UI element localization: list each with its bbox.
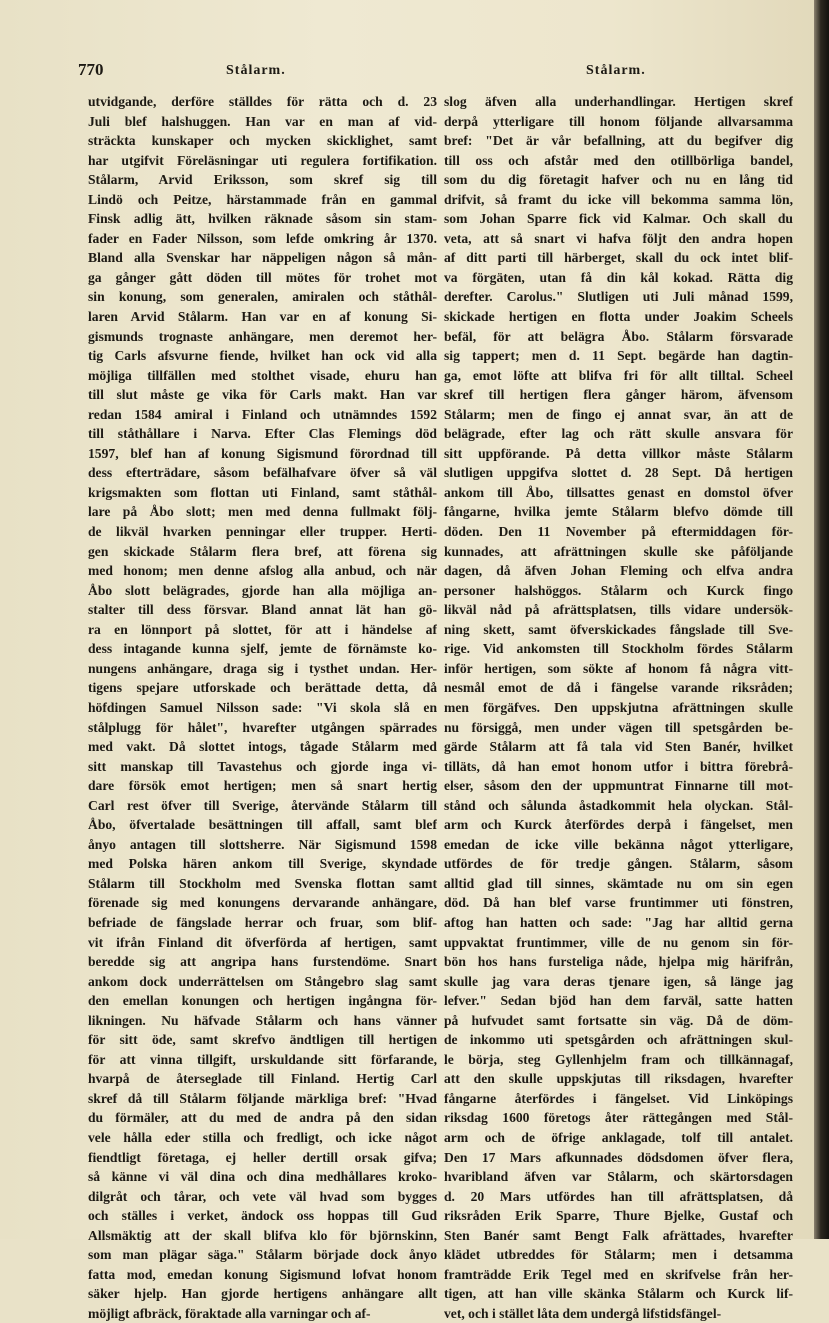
text-line: befriade de fängslade herrar och fruar, som blif- bbox=[88, 914, 437, 930]
text-column-right bbox=[444, 92, 793, 1323]
text-line: nungens anhängare, draga sig i tysthet undan. Her- bbox=[88, 660, 437, 676]
text-line: som man plägar säga." Stålarm började dock ånyo bbox=[88, 1247, 437, 1263]
text-line: ra en lönnport på slottet, för att i händelse af bbox=[88, 621, 437, 637]
text-line: likningen. Nu häfvade Stålarm och hans vänner bbox=[88, 1012, 437, 1028]
text-line: på hufvudet samt fortsatte sin väg. Då de döm- bbox=[444, 1012, 793, 1028]
text-line: Carl rest öfver till Sverige, återvände Stålarm till bbox=[88, 797, 437, 813]
text-line: skickade hertigen en flotta under Joakim Scheels bbox=[444, 309, 793, 325]
text-line: med honom; men denne afslog alla anbud, och när bbox=[88, 563, 437, 579]
text-line: gismunds trognaste anhängare, men deremot her- bbox=[88, 328, 437, 344]
text-line: dare försök emot hertigen; men så snart hertig bbox=[88, 778, 437, 794]
text-line: du förmäler, att du med de andra på den sidan bbox=[88, 1110, 437, 1126]
text-line: tig Carls afsvurne fiende, hvilket han ock vid alla bbox=[88, 348, 437, 364]
text-line: fader en Fader Nilsson, som lefde omkring år 1370. bbox=[88, 230, 437, 246]
text-line: för att vinna tillgift, urskuldande sitt förfarande, bbox=[88, 1051, 437, 1067]
text-line: nesmål emot de då i fängelse varande riksråden; bbox=[444, 680, 793, 696]
text-line: framträdde Erik Tegel med en skrifvelse från her- bbox=[444, 1266, 793, 1282]
running-head-right: Stålarm. bbox=[586, 63, 646, 78]
text-line: elser, såsom den der uppmuntrat Finnarne till mot- bbox=[444, 778, 793, 794]
text-line: ankom till Åbo, tillsattes genast en domstol öfver bbox=[444, 484, 793, 500]
text-line: emedan de icke ville bekänna något ytterligare, bbox=[444, 836, 793, 852]
text-line: för sitt öde, samt skrefvo ändtligen till hertigen bbox=[88, 1032, 437, 1048]
text-line: sträckta kunskaper och mycken skicklighet, samt bbox=[88, 133, 437, 149]
text-line: Juli blef halshuggen. Han var en man af vid- bbox=[88, 113, 437, 129]
text-line: Den 17 Mars afkunnades dödsdomen öfver flera, bbox=[444, 1149, 793, 1165]
text-line: till slut måste ge vika för Carls makt. Han var bbox=[88, 387, 437, 403]
text-line: vit ifrån Finland dit öfverförda af hertigen, samt bbox=[88, 934, 437, 950]
text-line: 1597, blef han af konung Sigismund förordnad till bbox=[88, 445, 437, 461]
text-line: med vakt. Då slottet intogs, tågade Stålarm med bbox=[88, 739, 437, 755]
text-line: d. 20 Mars utfördes han till afrättsplatsen, då bbox=[444, 1188, 793, 1204]
running-head-left: Stålarm. bbox=[226, 63, 286, 78]
text-line: vet, och i stället låta dem undergå lifstidsfängel- bbox=[444, 1305, 722, 1321]
text-line: fångarne, hvilka jemte Stålarm blefvo dömde till bbox=[444, 504, 793, 520]
text-line: le börja, steg Gyllenhjelm fram och tillkännagaf, bbox=[444, 1051, 793, 1067]
text-line: ånyo antagen till slottsherre. När Sigismund 1598 bbox=[88, 836, 437, 852]
text-line: de likväl hvarken penningar eller trupper. Herti- bbox=[88, 524, 437, 540]
text-line: Bland alla Svenskar har näppeligen någon så mån- bbox=[88, 250, 437, 266]
text-line: lare på Åbo slott; men med denna fullmakt följ- bbox=[88, 504, 437, 520]
text-line: har utgifvit Föreläsningar uti regulera fortifikation. bbox=[88, 152, 437, 168]
text-line: personer halshöggos. Stålarm och Kurck fingo bbox=[444, 582, 793, 598]
text-line: sitt uppförande. På detta villkor måste Stålarm bbox=[444, 445, 793, 461]
text-line: Åbo, öfvertalade besättningen till affall, samt blef bbox=[88, 817, 437, 833]
text-line: höfdingen Samuel Nilsson sade: "Vi skola slå en bbox=[88, 699, 437, 715]
book-spine-edge bbox=[814, 0, 829, 1239]
text-line: Stålarm; men de fingo ej annat svar, än att de bbox=[444, 406, 793, 422]
text-line: skulle jag vara deras tjenare igen, så länge jag bbox=[444, 973, 793, 989]
text-line: riksråden Erik Sparre, Thure Bjelke, Gustaf och bbox=[444, 1208, 793, 1224]
text-line: belägrade, efter lag och rätt skulle ansvara för bbox=[444, 426, 793, 442]
text-line: fångarne återfördes i fängelset. Vid Linköpings bbox=[444, 1090, 793, 1106]
text-line: gärde Stålarm att få tala vid Sten Banér, hvilket bbox=[444, 739, 793, 755]
text-line: klädet utbreddes för Stålarm; men i detsamma bbox=[444, 1247, 793, 1263]
text-line: dilgråt och tårar, och vete väl hvad som bygges bbox=[88, 1188, 437, 1204]
text-line: att den skulle uppskjutas till riksdagen, hvarefter bbox=[444, 1071, 793, 1087]
text-line: arm och de öfrige anklagade, tolf till antalet. bbox=[444, 1129, 793, 1145]
text-line: lefver." Sedan bjöd han dem farväl, satte hatten bbox=[444, 993, 793, 1009]
text-line: Stålarm, Arvid Eriksson, som skref sig till bbox=[88, 172, 437, 188]
text-line: Lindö och Peitze, härstammade från en gammal bbox=[88, 191, 437, 207]
text-line: uppvaktat fruntimmer, ville de nu genom sin för- bbox=[444, 934, 793, 950]
text-line: möjligt afbräck, föraktade alla varningar och af- bbox=[88, 1305, 371, 1321]
text-line: va förgäten, utan få din kål kokad. Rätta dig bbox=[444, 269, 793, 285]
text-line: som du dig företagit hafver och nu en lång tid bbox=[444, 172, 793, 188]
text-line: ankom dock underrättelsen om Stångebro slag samt bbox=[88, 973, 437, 989]
text-line: förenade sig med konungens dervarande anhängare, bbox=[88, 895, 437, 911]
text-line: skref då till Stålarm följande märkliga bref: "Hvad bbox=[88, 1090, 437, 1106]
text-line: dess intagande kunna sjelf, jemte de förnämste ko- bbox=[88, 641, 437, 657]
text-line: till ståthållare i Narva. Efter Clas Flemings död bbox=[88, 426, 437, 442]
text-line: ga, emot löfte att blifva fri för allt tilltal. Scheel bbox=[444, 367, 793, 383]
text-line: så känne vi väl dina och dina medhållares kroko- bbox=[88, 1169, 437, 1185]
text-line: stålplugg för hålet", hvarefter utgången spärrades bbox=[88, 719, 437, 735]
text-line: aftog han hatten och sade: "Jag har alltid gerna bbox=[444, 914, 793, 930]
text-line: säker hjelp. Han gjorde hertigens anhängare allt bbox=[88, 1286, 437, 1302]
text-line: tilläts, då han emot honom utfor i bittra förebrå- bbox=[444, 758, 793, 774]
text-column-left bbox=[88, 92, 437, 1323]
text-line: laren Arvid Stålarm. Han var en af konung Si- bbox=[88, 309, 437, 325]
text-line: stalter till dess försvar. Bland annat lät han gö- bbox=[88, 602, 437, 618]
text-line: rige. Vid ankomsten till Stockholm fördes Stålarm bbox=[444, 641, 793, 657]
text-line: arm och Kurck återfördes derpå i fängelset, men bbox=[444, 817, 793, 833]
text-line: beredde sig att angripa hans furstendöme. Snart bbox=[88, 954, 437, 970]
text-line: drifvit, så framt du icke vill bekomma samma lön, bbox=[444, 191, 793, 207]
text-line: kunnades, att afrättningen skulle ske påföljande bbox=[444, 543, 793, 559]
text-line: ga gånger gått döden till mötes för trohet mot bbox=[88, 269, 437, 285]
text-line: fiendtligt företaga, ej heller dertill orsak gifva; bbox=[88, 1149, 437, 1165]
page-number: 770 bbox=[78, 60, 104, 79]
text-line: af ditt parti till härberget, skall du ock intet blif- bbox=[444, 250, 793, 266]
text-line: ning skett, samt öfverskickades fångslade till Sve- bbox=[444, 621, 793, 637]
text-line: riksdag 1600 företogs åter rättegången med Stål- bbox=[444, 1110, 793, 1126]
text-line: bön hos hans fursteliga nåde, hjelpa mig härifrån, bbox=[444, 954, 793, 970]
text-line: dagen, då äfven Johan Fleming och elfva andra bbox=[444, 563, 793, 579]
text-line: hvarpå de återseglade till Finland. Hertig Carl bbox=[88, 1071, 437, 1087]
text-line: hvaribland äfven var Stålarm, och skärtorsdagen bbox=[444, 1169, 793, 1185]
text-line: krigsmakten som flottan uti Finland, samt ståthål- bbox=[88, 484, 437, 500]
text-line: utfördes de för tredje gången. Stålarm, såsom bbox=[444, 856, 793, 872]
text-line: döden. Den 11 November på eftermiddagen för- bbox=[444, 524, 793, 540]
text-line: skref till hertigen flera gånger härom, äfvensom bbox=[444, 387, 793, 403]
text-line: möjliga tillfällen med stolthet visade, ehuru han bbox=[88, 367, 437, 383]
text-line: redan 1584 amiral i Finland och utnämndes 1592 bbox=[88, 406, 437, 422]
text-line: gen skickade Stålarm flera bref, att förena sig bbox=[88, 543, 437, 559]
text-line: utvidgande, derföre ställdes för rätta och d. 23 bbox=[88, 94, 437, 109]
text-line: befäl, för att belägra Åbo. Stålarm försvarade bbox=[444, 328, 793, 344]
text-line: slog äfven alla underhandlingar. Hertigen skref bbox=[444, 94, 793, 109]
text-line: död. Då han blef varse fruntimmer uti fönstren, bbox=[444, 895, 793, 911]
text-line: stånd och sålunda åstadkommit hela olyckan. Stål- bbox=[444, 797, 793, 813]
text-line: Finsk adlig ätt, hvilken räknade såsom sin stam- bbox=[88, 211, 437, 227]
text-line: veta, att så snart vi hafva följt den andra hopen bbox=[444, 230, 793, 246]
text-line: nu försiggå, men under vägen till spetsgården be- bbox=[444, 719, 793, 735]
text-line: sig tappert; men d. 11 Sept. begärde han dagtin- bbox=[444, 348, 793, 364]
text-line: men förgäfves. Den uppskjutna afrättningen skulle bbox=[444, 699, 793, 715]
text-line: derefter. Carolus." Slutligen uti Juli månad 1599, bbox=[444, 289, 793, 305]
text-line: sitt manskap till Tavastehus och gjorde inga vi- bbox=[88, 758, 437, 774]
page-header bbox=[78, 60, 808, 86]
text-line: alltid glad till sinnes, skämtade nu om sin egen bbox=[444, 875, 793, 891]
text-line: sin konung, som generalen, amiralen och ståthål- bbox=[88, 289, 437, 305]
text-line: dess efterträdare, såsom befälhafvare öfver så väl bbox=[88, 465, 437, 481]
text-line: likväl nåd på afrättsplatsen, tills vidare undersök- bbox=[444, 602, 793, 618]
text-line: de inkommo uti spetsgården och afrättningen skul- bbox=[444, 1032, 793, 1048]
text-line: till oss och afstår med den otillbörliga bandel, bbox=[444, 152, 793, 168]
text-line: bref: "Det är vår befallning, att du begifver dig bbox=[444, 133, 793, 149]
text-line: tigen, att han ville skänka Stålarm och Kurck lif- bbox=[444, 1286, 793, 1302]
text-line: Stålarm till Stockholm med Svenska flottan samt bbox=[88, 875, 437, 891]
text-line: och ställes i verket, ändock oss hoppas till Gud bbox=[88, 1208, 437, 1224]
text-line: tigens spejare utforskade och berättade detta, då bbox=[88, 680, 437, 696]
text-line: med Polska hären ankom till Sverige, skyndade bbox=[88, 856, 437, 872]
text-line: Åbo slott belägrades, gjorde han alla möjliga an- bbox=[88, 582, 437, 598]
text-line: Sten Banér samt Bengt Falk afrättades, hvarefter bbox=[444, 1227, 793, 1243]
text-line: Allsmäktig att der skall blifva klo för björnskinn, bbox=[88, 1227, 437, 1243]
text-line: den emellan konungen och hertigen ingångna för- bbox=[88, 993, 437, 1009]
text-line: fatta mod, emedan konung Sigismund lofvat honom bbox=[88, 1266, 437, 1282]
text-line: som Johan Sparre fick vid Kalmar. Och skall du bbox=[444, 211, 793, 227]
text-line: slutligen uppgifva slottet d. 28 Sept. Då hertigen bbox=[444, 465, 793, 481]
text-line: derpå ytterligare till honom följande allvarsamma bbox=[444, 113, 793, 129]
text-line: inför hertigen, som sökte af honom få några vitt- bbox=[444, 660, 793, 676]
text-line: vele hålla eder stilla och fredligt, och icke något bbox=[88, 1129, 437, 1145]
